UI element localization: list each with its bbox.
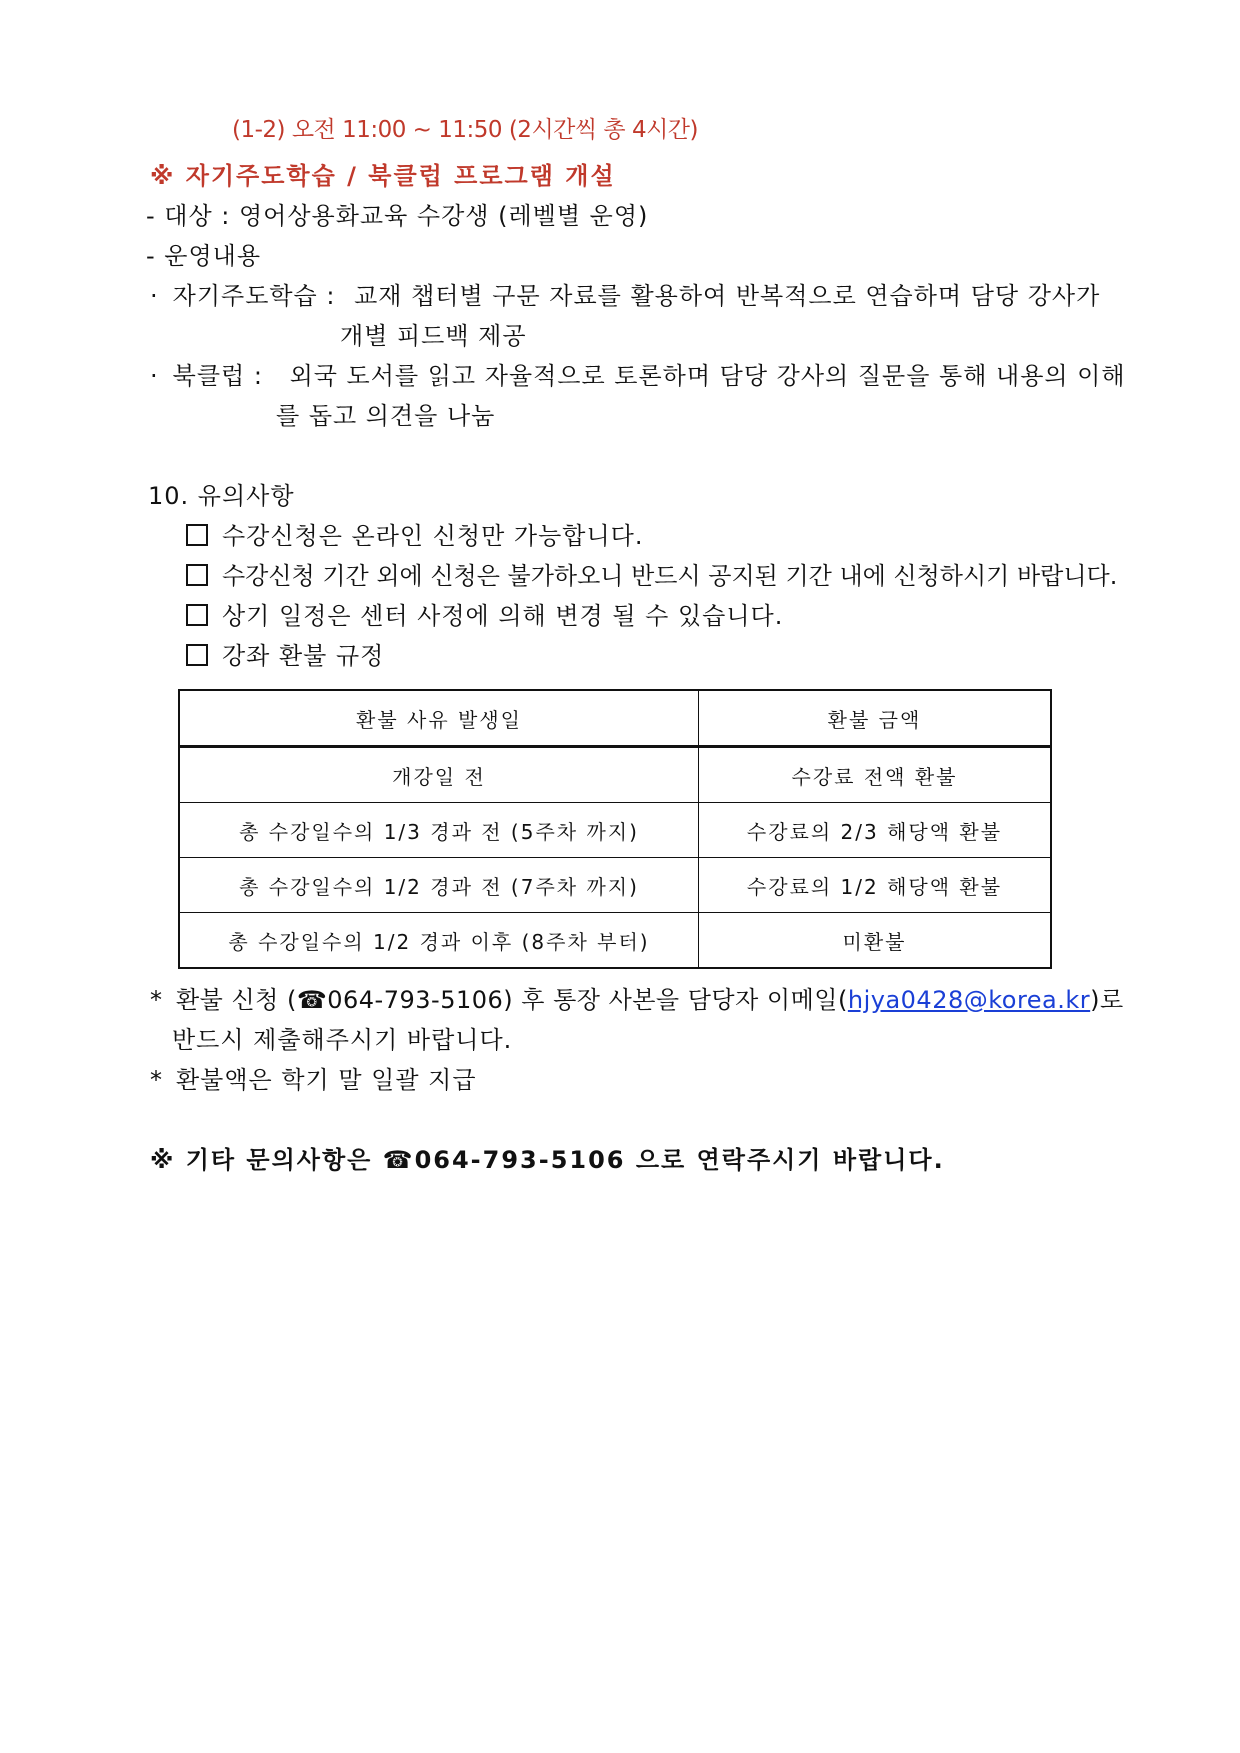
- checkbox: [186, 604, 208, 626]
- refund-note: [150, 984, 1124, 1016]
- notice-item: [186, 600, 783, 632]
- self-study-item: [150, 280, 1100, 312]
- notice-heading: 10. 유의사항: [148, 482, 295, 510]
- email-link[interactable]: hjya0428@korea.kr: [847, 986, 1091, 1014]
- notice-item: [186, 560, 1117, 592]
- checkbox: [186, 644, 208, 666]
- table-row: [179, 858, 1051, 913]
- table-cell: 미환불: [699, 913, 1052, 969]
- table-row: [179, 913, 1051, 969]
- table-row: [179, 803, 1051, 858]
- program-heading: ※ 자기주도학습 / 북클럽 프로그램 개설: [150, 162, 616, 190]
- target-line: - 대상 : 영어상용화교육 수강생 (레벨별 운영): [146, 202, 649, 230]
- table-cell: 총 수강일수의 1/2 경과 이후 (8주차 부터): [179, 913, 699, 969]
- table-header-cell: 환불 금액: [699, 690, 1052, 747]
- table-cell: 개강일 전: [179, 747, 699, 803]
- checkbox: [186, 524, 208, 546]
- table-cell: 수강료의 1/2 해당액 환불: [699, 858, 1052, 913]
- self-study-text-line2: 개별 피드백 제공: [340, 322, 527, 350]
- refund-note-suffix: )로: [1090, 986, 1124, 1014]
- book-club-text-line2: 를 돕고 의견을 나눔: [276, 402, 496, 430]
- table-cell: 수강료의 2/3 해당액 환불: [699, 803, 1052, 858]
- table-header-cell: 환불 사유 발생일: [179, 690, 699, 747]
- book-club-label: 북클럽 :: [172, 362, 263, 390]
- notice-text: 강좌 환불 규정: [222, 642, 385, 670]
- schedule-line: (1-2) 오전 11:00 ~ 11:50 (2시간씩 총 4시간): [232, 117, 698, 143]
- refund-table: [178, 689, 1052, 969]
- asterisk: *: [150, 986, 163, 1014]
- self-study-text-line1: 교재 챕터별 구문 자료를 활용하여 반복적으로 연습하며 담당 강사가: [354, 282, 1101, 310]
- notice-text: 수강신청은 온라인 신청만 가능합니다.: [222, 522, 644, 550]
- table-header-row: [179, 690, 1051, 747]
- refund-note-line2: 반드시 제출해주시기 바랍니다.: [172, 1026, 513, 1054]
- bullet-dot: ·: [150, 362, 159, 390]
- book-club-text-line1: 외국 도서를 읽고 자율적으로 토론하며 담당 강사의 질문을 통해 내용의 이해: [289, 362, 1126, 390]
- table-cell: 총 수강일수의 1/3 경과 전 (5주차 까지): [179, 803, 699, 858]
- asterisk: *: [150, 1066, 163, 1094]
- notice-text: 수강신청 기간 외에 신청은 불가하오니 반드시 공지된 기간 내에 신청하시기 바랍니다.: [222, 562, 1118, 590]
- self-study-label: 자기주도학습 :: [172, 282, 336, 310]
- book-club-item: [150, 360, 1126, 392]
- payment-note: [150, 1064, 477, 1096]
- checkbox: [186, 564, 208, 586]
- notice-text: 상기 일정은 센터 사정에 의해 변경 될 수 있습니다.: [222, 602, 784, 630]
- bullet-dot: ·: [150, 282, 159, 310]
- table-cell: 총 수강일수의 1/2 경과 전 (7주차 까지): [179, 858, 699, 913]
- table-row: [179, 747, 1051, 803]
- content-heading: - 운영내용: [146, 242, 262, 270]
- contact-line: ※ 기타 문의사항은 ☎064-793-5106 으로 연락주시기 바랍니다.: [150, 1146, 945, 1174]
- payment-note-text: 환불액은 학기 말 일괄 지급: [176, 1066, 477, 1094]
- notice-item: [186, 520, 643, 552]
- refund-note-prefix: 환불 신청 (☎064-793-5106) 후 통장 사본을 담당자 이메일(: [176, 986, 848, 1014]
- notice-item: [186, 640, 384, 672]
- table-cell: 수강료 전액 환불: [699, 747, 1052, 803]
